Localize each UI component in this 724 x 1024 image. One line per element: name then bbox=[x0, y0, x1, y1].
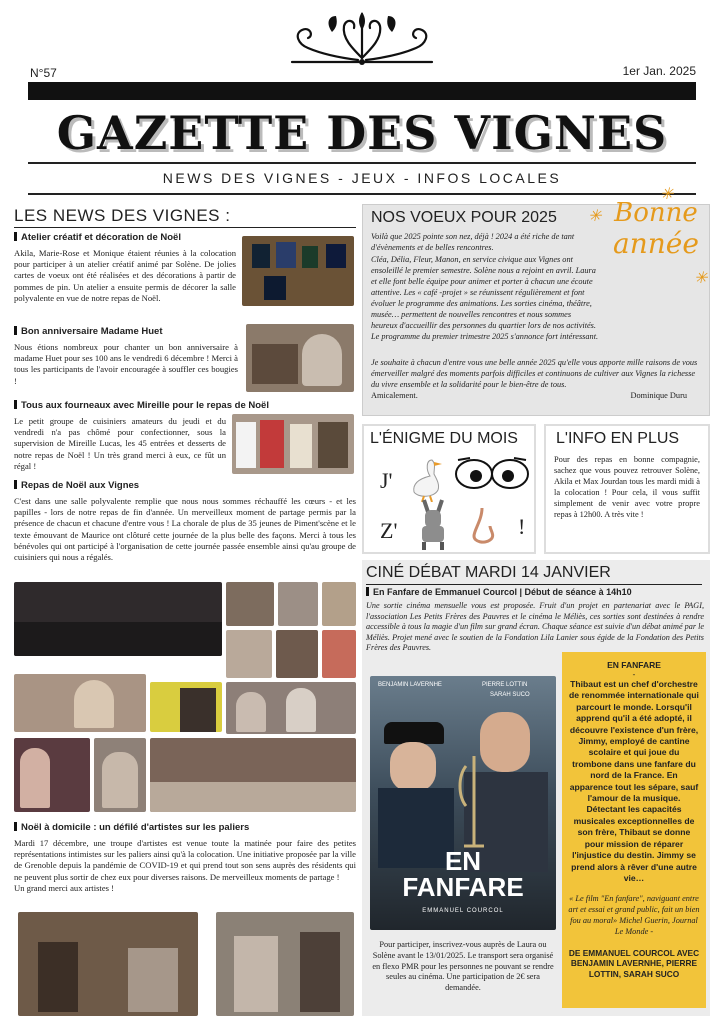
divider bbox=[28, 162, 696, 164]
divider bbox=[366, 584, 702, 585]
trombone-icon bbox=[454, 756, 494, 856]
section-title: CINÉ DÉBAT MARDI 14 JANVIER bbox=[366, 564, 611, 581]
poster-title bbox=[370, 848, 556, 900]
guest-photo bbox=[278, 582, 318, 626]
wishes-paragraph: Voilà que 2025 pointe son nez, déjà ! 2024 a été riche de tant d'évènements et de belles rencontres. bbox=[371, 232, 575, 252]
page-title: GAZETTE DES VIGNES bbox=[56, 106, 668, 160]
issue-number: N°57 bbox=[30, 66, 57, 80]
info-text: Pour des repas en bonne compagnie, sachez que vous pouvez retrouver Solène, Akila et Max Jourdan tous les mardi midi à la colocation ! Pour cela, il vous suffit simplement de venir avec votre propre repas à 12h00. A très vite ! bbox=[554, 455, 700, 519]
film-subtitle: En Fanfare de Emmanuel Courcol | Début de séance à 14h10 bbox=[366, 587, 632, 597]
donkey-icon bbox=[416, 498, 450, 550]
article-title: Noël à domicile : un défilé d'artistes sur les paliers bbox=[14, 822, 249, 833]
issue-date: 1er Jan. 2025 bbox=[622, 64, 696, 78]
article-title: Bon anniversaire Madame Huet bbox=[14, 326, 163, 337]
cinema-caption: Pour participer, inscrivez-vous auprès de Laura ou Solène avant le 13/01/2025. Le transport sera organisé en flexo PMR pour les personnes ne pouvant se rendre seules au cinéma. Une participation de 2€ sera demandée. bbox=[372, 940, 554, 993]
news-column bbox=[14, 206, 356, 1016]
greeting-line: année bbox=[613, 227, 699, 260]
article-text: C'est dans une salle polyvalente remplie que nous nous sommes réchauffé les cœurs - et les papilles - lors de notre repas de fin d'année. Un merveilleux moment de partage permis par la présence de chacun et chacune d'entre vous ! La chorale de plus de 35 jeunes de Piment'scène et le texte émouvant de Maurice ont clôturé cette journée de la plus belle des façons. Merci à tous les bénévoles qui ont participé à l'organisation de cette journée passée ensemble ainsi qu'au groupe de cuisiniers qui nous a régalés. bbox=[14, 496, 356, 563]
bonne-annee-lettering bbox=[588, 184, 716, 298]
guest-photo bbox=[226, 582, 274, 626]
guest-photo bbox=[322, 582, 356, 626]
press-quote: « Le film "En fanfare", naviguant entre art et essai et grand public, fait un bien fou au moral» Michel Guerin, Journal Le Monde - bbox=[568, 894, 700, 936]
goose-icon bbox=[406, 456, 446, 502]
sparkle-icon: ✳ bbox=[694, 268, 708, 287]
guest-photo bbox=[322, 630, 356, 678]
article-title: Repas de Noël aux Vignes bbox=[14, 480, 139, 491]
poster-face bbox=[390, 742, 436, 792]
film-credits: DE EMMANUEL COURCOL AVEC BENJAMIN LAVERNHE, PIERRE LOTTIN, SARAH SUCO bbox=[568, 947, 700, 980]
wishes-continuation bbox=[371, 357, 705, 401]
poster-actor: PIERRE LOTTIN bbox=[482, 682, 528, 688]
dining-hall-photo bbox=[150, 738, 356, 812]
header-bar bbox=[28, 82, 696, 100]
artists-photo bbox=[216, 912, 354, 1016]
divider bbox=[14, 227, 356, 228]
poster-actor: SARAH SUCO bbox=[490, 692, 530, 698]
riddle-letter: J' bbox=[380, 468, 393, 493]
wishes-closing: Amicalement. bbox=[371, 391, 418, 400]
poster-title-line: FANFARE bbox=[402, 872, 524, 902]
wishes-closing-row bbox=[371, 390, 705, 401]
birthday-photo bbox=[246, 324, 354, 392]
article-text: Nous étions nombreux pour chanter un bon anniversaire à madame Huet pour ses 100 ans le vendredi 6 décembre ! Merci à tous les participants de l'avoir encouragée à souffler ces bougies ! bbox=[14, 342, 238, 386]
cooking-photo bbox=[232, 414, 354, 474]
guests-photo bbox=[226, 682, 356, 734]
poster-director: EMMANUEL COURCOL bbox=[422, 908, 504, 914]
guests-photo bbox=[14, 674, 146, 732]
section-title: L'ÉNIGME DU MOIS bbox=[370, 430, 518, 447]
poster-title-line: EN bbox=[444, 846, 482, 876]
guests-photo bbox=[14, 738, 90, 812]
wishes-paragraph: Je souhaite à chacun d'entre vous une belle année 2025 qu'elle vous apporte mille raisons de vous émerveiller malgré des moments parfois difficiles et continuons de cultiver aux Vignes la richesse du vivre ensemble et la solidarité pour le bien-être de tous. bbox=[371, 358, 698, 389]
section-title: NOS VOEUX POUR 2025 bbox=[371, 209, 557, 226]
synopsis-text: Thibaut est un chef d'orchestre de renommée internationale qui parcourt le monde. Lorsqu'il apprend qu'il a été adopté, il découvre l'existence d'un frère, Jimmy, employé de cantine scolaire et qui joue du trombone dans une fanfare du nord de la France. En apparence tout les sépare, sauf l'amour de la musique. Détectant les capacités musicales exceptionnelles de son frère, Thibaut se donne pour mission de réparer l'injustice du destin. Jimmy se prend alors à rêver d'une autre vie… bbox=[569, 679, 699, 883]
riddle-panel bbox=[362, 424, 536, 554]
eyes-icon bbox=[452, 456, 532, 490]
wishes-paragraph: Cléa, Délia, Fleur, Manon, en service civique aux Vignes ont ensoleillé le premier semestre. Solène nous a rejoint en avril. Laura et elle font belle équipe pour animer et porter à chacun une écoute attentive. Les « café -projet » se réunissent régulièrement et font évoluer le programme des animations. Les sorties cinéma, théâtre, musée… permettent de nouvelles rencontres et nous sommes heureux d'accueillir des personnes du quartier lors de nos activités. Le programme du premier trimestre 2025 s'annonce fort intéressant. bbox=[371, 255, 599, 341]
wishes-signature: Dominique Duru bbox=[630, 391, 687, 400]
page-subtitle: NEWS DES VIGNES - JEUX - INFOS LOCALES bbox=[162, 170, 562, 186]
cards-photo bbox=[242, 236, 354, 306]
film-synopsis-panel bbox=[562, 652, 706, 1008]
nose-icon bbox=[468, 506, 504, 546]
article-text: Le petit groupe de cuisiniers amateurs du jeudi et du vendredi n'a pas chômé pour confectionner, sous la supervision de Mireille Lucas, les 45 entrées et desserts de notre repas de Noël ! Un très grand merci à eux, ce fût un régal ! bbox=[14, 416, 226, 471]
ornament-icon bbox=[282, 8, 442, 68]
section-title: LES NEWS DES VIGNES : bbox=[14, 206, 231, 225]
article-title: Tous aux fourneaux avec Mireille pour le repas de Noël bbox=[14, 400, 269, 411]
section-title: L'INFO EN PLUS bbox=[556, 430, 680, 447]
choir-photo bbox=[14, 582, 222, 656]
guest-photo bbox=[226, 630, 272, 678]
synopsis-heading: EN FANFARE bbox=[607, 660, 661, 670]
sparkle-icon: ✳ bbox=[588, 206, 602, 225]
riddle-mark: ! bbox=[518, 514, 526, 539]
guest-photo bbox=[276, 630, 318, 678]
poster-cap bbox=[384, 722, 444, 744]
sparkle-icon: ✳ bbox=[660, 184, 674, 203]
guests-photo bbox=[150, 682, 222, 732]
film-poster bbox=[370, 676, 556, 930]
info-panel bbox=[544, 424, 710, 554]
article-text: Mardi 17 décembre, une troupe d'artistes est venue toute la matinée pour faire des petites représentations intimistes sur les paliers ainsi qu'à la colocation. Une initiative proposée par la ville de Grenoble depuis la pandémie de COVID-19 et qui prend tout son sens auprès des résidents qui ne peuvent plus sortir de chez eux pour diverses raisons. De merveilleux moments de partage ! Un grand merci aux artistes ! bbox=[14, 838, 356, 893]
separator: - bbox=[632, 670, 636, 679]
poster-actor: BENJAMIN LAVERNHE bbox=[378, 682, 442, 688]
divider bbox=[28, 193, 696, 195]
artists-photo bbox=[18, 912, 198, 1016]
riddle-letter: Z' bbox=[380, 518, 398, 543]
article-text: Akila, Marie-Rose et Monique étaient réunies à la colocation pour participer à un atelier créatif animé par Solène. De jolies cartes de voeux ont été réalisées et des décorations à partir de pommes de pin. Un atelier a ensuite permis de décorer la salle polyvalente en vue de notre repas de Noël. bbox=[14, 248, 236, 303]
article-title: Atelier créatif et décoration de Noël bbox=[14, 232, 181, 243]
cinema-text: Une sortie cinéma mensuelle vous est proposée. Fruit d'un projet en partenariat avec le PAGI, l'association Les Petits Frères des Pauvres et le cinéma le Méliès, ces sorties sont destinées à rendre accessible à tous la magie d'un film sur grand écran. Chaque séance est suivie d'un débat animé par le Méliès. Projet mené avec le soutien de la Fondation Lila Lanier sous égide de la Fondation des Petits Frères des Pauvres. bbox=[366, 601, 704, 653]
guest-photo bbox=[94, 738, 146, 812]
greeting-line: Bonne bbox=[614, 198, 698, 228]
